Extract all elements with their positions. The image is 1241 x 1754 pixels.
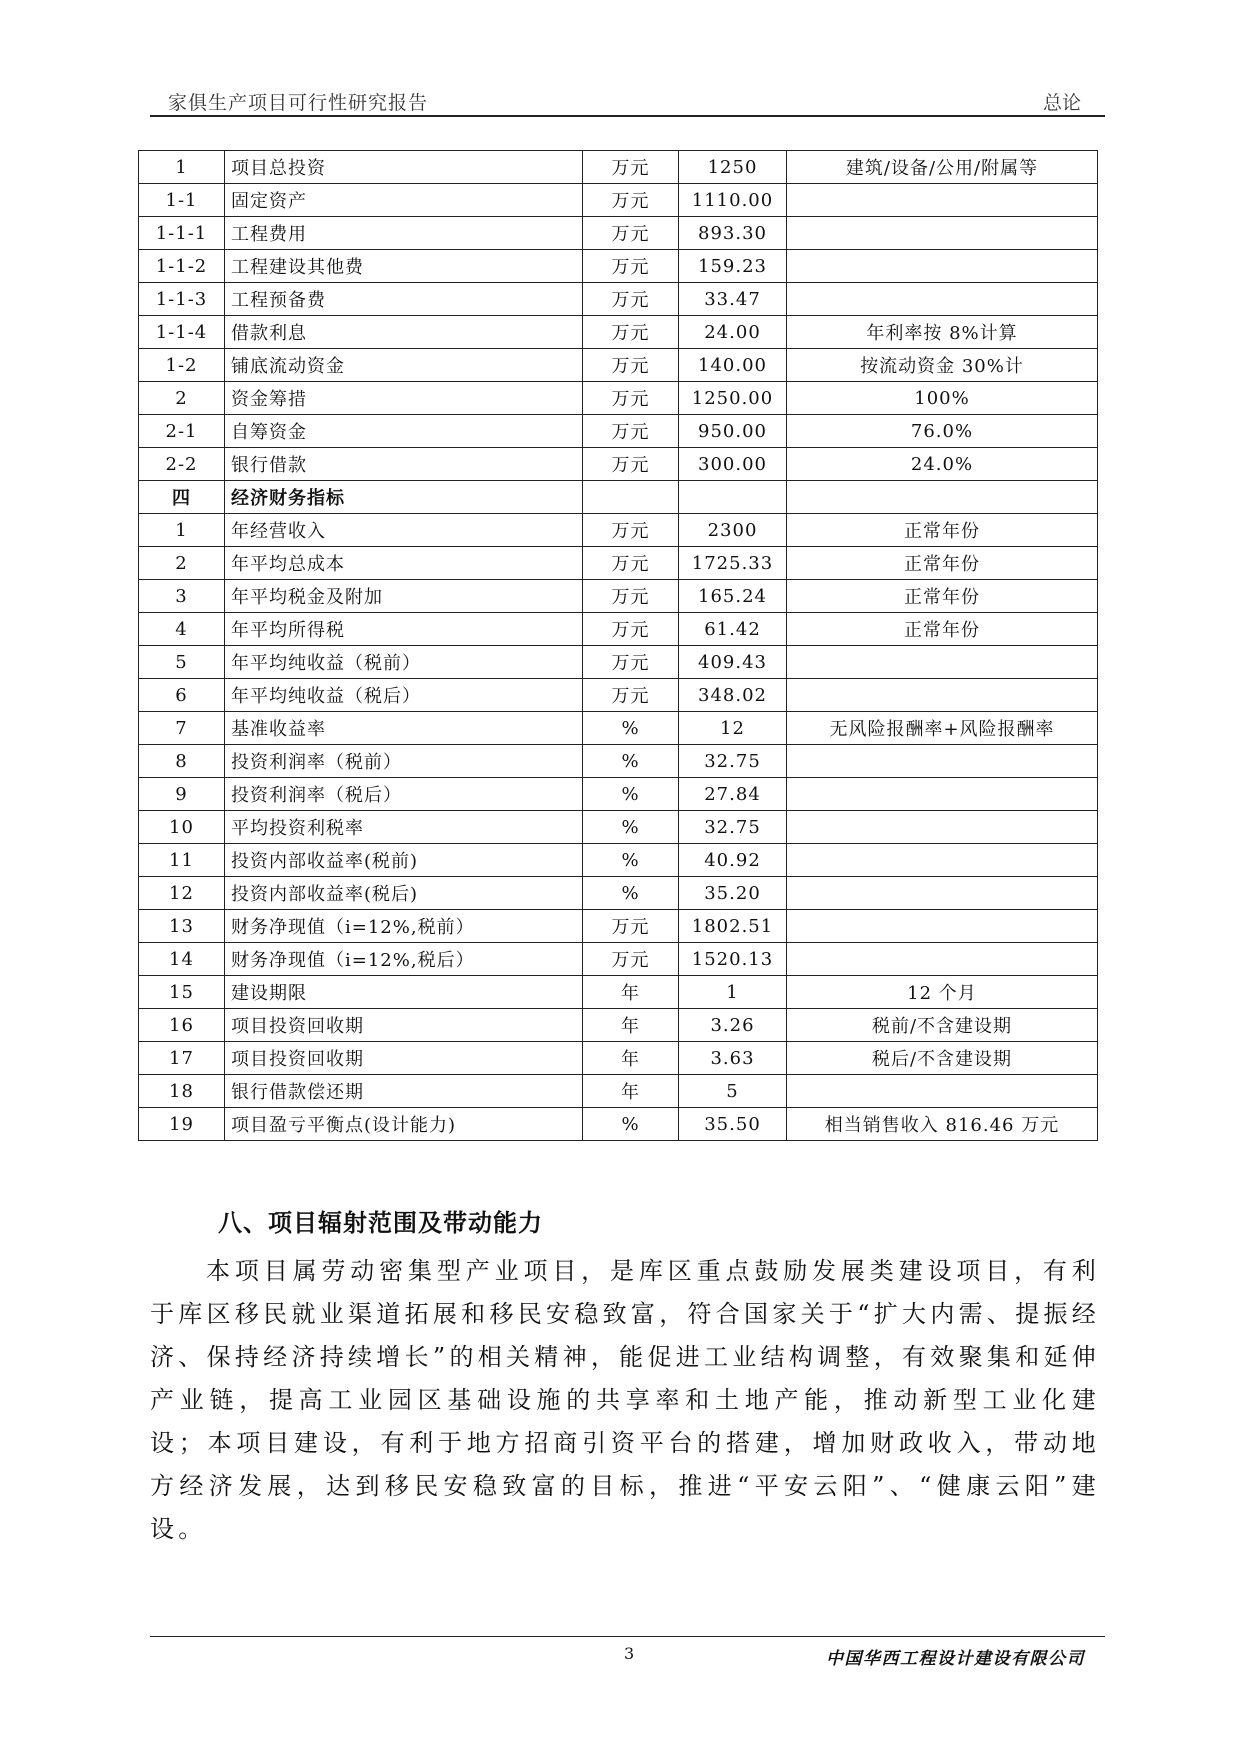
row-unit: 万元 — [583, 580, 679, 613]
table-row — [139, 811, 1098, 844]
row-note: 税前/不含建设期 — [787, 1009, 1098, 1042]
row-unit: 年 — [583, 1009, 679, 1042]
row-unit: 万元 — [583, 217, 679, 250]
table-row — [139, 448, 1098, 481]
row-note — [787, 811, 1098, 844]
row-value: 140.00 — [679, 349, 787, 382]
row-number: 2-1 — [139, 415, 225, 448]
table-row — [139, 1009, 1098, 1042]
table-row — [139, 184, 1098, 217]
row-item-name: 项目盈亏平衡点(设计能力) — [225, 1108, 583, 1141]
row-item-name: 财务净现值（i=12%,税后） — [225, 943, 583, 976]
row-value: 409.43 — [679, 646, 787, 679]
row-item-name: 年平均税金及附加 — [225, 580, 583, 613]
row-unit: 年 — [583, 1042, 679, 1075]
row-note — [787, 1075, 1098, 1108]
row-item-name: 投资内部收益率(税前) — [225, 844, 583, 877]
row-value: 1250.00 — [679, 382, 787, 415]
row-value: 27.84 — [679, 778, 787, 811]
row-unit: 万元 — [583, 646, 679, 679]
row-note — [787, 217, 1098, 250]
row-note: 正常年份 — [787, 613, 1098, 646]
row-unit: 万元 — [583, 316, 679, 349]
row-number: 2 — [139, 547, 225, 580]
table-row — [139, 646, 1098, 679]
row-value: 165.24 — [679, 580, 787, 613]
row-value: 12 — [679, 712, 787, 745]
table-row — [139, 580, 1098, 613]
row-number: 1-1-4 — [139, 316, 225, 349]
row-note — [787, 778, 1098, 811]
row-note: 12 个月 — [787, 976, 1098, 1009]
table-row — [139, 778, 1098, 811]
row-unit — [583, 481, 679, 514]
row-number: 1-1-3 — [139, 283, 225, 316]
row-item-name: 平均投资利税率 — [225, 811, 583, 844]
row-number: 12 — [139, 877, 225, 910]
indicator-table — [138, 150, 1098, 1141]
table-row — [139, 151, 1098, 184]
table-row — [139, 250, 1098, 283]
row-item-name: 财务净现值（i=12%,税前） — [225, 910, 583, 943]
row-note: 建筑/设备/公用/附属等 — [787, 151, 1098, 184]
row-unit: 万元 — [583, 283, 679, 316]
row-item-name: 投资内部收益率(税后) — [225, 877, 583, 910]
row-note: 相当销售收入 816.46 万元 — [787, 1108, 1098, 1141]
table-row — [139, 844, 1098, 877]
row-item-name: 投资利润率（税后） — [225, 778, 583, 811]
row-item-name: 铺底流动资金 — [225, 349, 583, 382]
header-rule — [150, 115, 1105, 117]
row-number: 1-1 — [139, 184, 225, 217]
row-unit: 万元 — [583, 250, 679, 283]
row-item-name: 工程预备费 — [225, 283, 583, 316]
row-note — [787, 910, 1098, 943]
row-note — [787, 943, 1098, 976]
row-number: 四 — [139, 481, 225, 514]
table-row — [139, 1108, 1098, 1141]
row-unit: % — [583, 877, 679, 910]
row-item-name: 年平均总成本 — [225, 547, 583, 580]
row-unit: 万元 — [583, 448, 679, 481]
row-number: 19 — [139, 1108, 225, 1141]
row-item-name: 年平均所得税 — [225, 613, 583, 646]
row-item-name: 固定资产 — [225, 184, 583, 217]
row-note — [787, 745, 1098, 778]
row-number: 2-2 — [139, 448, 225, 481]
row-unit: % — [583, 778, 679, 811]
row-item-name: 年平均纯收益（税后） — [225, 679, 583, 712]
row-note: 76.0% — [787, 415, 1098, 448]
table-row — [139, 349, 1098, 382]
table-row — [139, 547, 1098, 580]
row-value: 35.50 — [679, 1108, 787, 1141]
row-note: 正常年份 — [787, 547, 1098, 580]
table-row — [139, 712, 1098, 745]
row-item-name: 经济财务指标 — [225, 481, 583, 514]
row-number: 14 — [139, 943, 225, 976]
page-number: 3 — [624, 1644, 635, 1663]
row-note: 年利率按 8%计算 — [787, 316, 1098, 349]
table-row — [139, 943, 1098, 976]
row-item-name: 年经营收入 — [225, 514, 583, 547]
row-unit: 年 — [583, 976, 679, 1009]
row-value: 159.23 — [679, 250, 787, 283]
row-value — [679, 481, 787, 514]
row-number: 17 — [139, 1042, 225, 1075]
row-item-name: 银行借款 — [225, 448, 583, 481]
row-unit: 万元 — [583, 382, 679, 415]
row-note — [787, 646, 1098, 679]
row-number: 10 — [139, 811, 225, 844]
table-row — [139, 316, 1098, 349]
row-unit: 万元 — [583, 943, 679, 976]
row-item-name: 项目投资回收期 — [225, 1009, 583, 1042]
row-unit: % — [583, 712, 679, 745]
row-item-name: 投资利润率（税前） — [225, 745, 583, 778]
row-value: 1725.33 — [679, 547, 787, 580]
table-row — [139, 613, 1098, 646]
row-note — [787, 283, 1098, 316]
table-body — [139, 151, 1098, 1141]
table-row — [139, 217, 1098, 250]
row-item-name: 建设期限 — [225, 976, 583, 1009]
row-note — [787, 184, 1098, 217]
row-unit: 万元 — [583, 613, 679, 646]
table-row — [139, 910, 1098, 943]
row-number: 15 — [139, 976, 225, 1009]
footer-rule — [150, 1636, 1105, 1637]
row-note: 24.0% — [787, 448, 1098, 481]
row-number: 1 — [139, 514, 225, 547]
row-item-name: 工程费用 — [225, 217, 583, 250]
row-item-name: 项目总投资 — [225, 151, 583, 184]
row-note: 税后/不含建设期 — [787, 1042, 1098, 1075]
section-paragraph: 本项目属劳动密集型产业项目，是库区重点鼓励发展类建设项目，有利于库区移民就业渠道拓展和移民安稳致富，符合国家关于“扩大内需、提振经济、保持经济持续增长”的相关精神，能促进工业结构调整，有效聚集和延伸产业链，提高工业园区基础设施的共享率和土地产能，推动新型工业化建设；本项目建设，有利于地方招商引资平台的搭建，增加财政收入，带动地方经济发展，达到移民安稳致富的目标，推进“平安云阳”、“健康云阳”建设。 — [150, 1257, 1100, 1543]
row-value: 893.30 — [679, 217, 787, 250]
row-note: 正常年份 — [787, 514, 1098, 547]
row-unit: 万元 — [583, 151, 679, 184]
row-note — [787, 877, 1098, 910]
row-number: 13 — [139, 910, 225, 943]
table-row — [139, 1042, 1098, 1075]
row-value: 1802.51 — [679, 910, 787, 943]
row-number: 4 — [139, 613, 225, 646]
row-unit: 万元 — [583, 415, 679, 448]
row-value: 1 — [679, 976, 787, 1009]
row-value: 35.20 — [679, 877, 787, 910]
page-header-title: 家俱生产项目可行性研究报告 — [168, 92, 429, 114]
row-unit: 万元 — [583, 349, 679, 382]
table-row — [139, 481, 1098, 514]
row-unit: 年 — [583, 1075, 679, 1108]
row-number: 7 — [139, 712, 225, 745]
row-unit: % — [583, 811, 679, 844]
row-item-name: 工程建设其他费 — [225, 250, 583, 283]
row-value: 5 — [679, 1075, 787, 1108]
row-value: 1520.13 — [679, 943, 787, 976]
row-number: 1 — [139, 151, 225, 184]
company-name: 中国华西工程设计建设有限公司 — [826, 1649, 1085, 1669]
row-value: 32.75 — [679, 811, 787, 844]
row-item-name: 自筹资金 — [225, 415, 583, 448]
table-row — [139, 415, 1098, 448]
row-note: 100% — [787, 382, 1098, 415]
row-note — [787, 844, 1098, 877]
table-row — [139, 745, 1098, 778]
row-note: 正常年份 — [787, 580, 1098, 613]
row-unit: 万元 — [583, 514, 679, 547]
row-note — [787, 481, 1098, 514]
table-row — [139, 679, 1098, 712]
row-value: 300.00 — [679, 448, 787, 481]
row-unit: % — [583, 844, 679, 877]
row-item-name: 基准收益率 — [225, 712, 583, 745]
row-number: 18 — [139, 1075, 225, 1108]
table-row — [139, 283, 1098, 316]
row-number: 3 — [139, 580, 225, 613]
row-note — [787, 679, 1098, 712]
row-value: 950.00 — [679, 415, 787, 448]
table-row — [139, 877, 1098, 910]
row-item-name: 项目投资回收期 — [225, 1042, 583, 1075]
row-value: 1110.00 — [679, 184, 787, 217]
row-value: 3.26 — [679, 1009, 787, 1042]
table-row — [139, 976, 1098, 1009]
row-unit: 万元 — [583, 184, 679, 217]
row-note: 无风险报酬率+风险报酬率 — [787, 712, 1098, 745]
row-item-name: 银行借款偿还期 — [225, 1075, 583, 1108]
row-number: 8 — [139, 745, 225, 778]
table-row — [139, 1075, 1098, 1108]
row-unit: % — [583, 745, 679, 778]
row-number: 5 — [139, 646, 225, 679]
row-value: 61.42 — [679, 613, 787, 646]
row-note — [787, 250, 1098, 283]
row-number: 2 — [139, 382, 225, 415]
row-value: 33.47 — [679, 283, 787, 316]
row-unit: % — [583, 1108, 679, 1141]
row-item-name: 年平均纯收益（税前） — [225, 646, 583, 679]
row-number: 16 — [139, 1009, 225, 1042]
row-number: 1-2 — [139, 349, 225, 382]
row-value: 2300 — [679, 514, 787, 547]
row-number: 1-1-1 — [139, 217, 225, 250]
row-number: 11 — [139, 844, 225, 877]
row-value: 3.63 — [679, 1042, 787, 1075]
row-value: 24.00 — [679, 316, 787, 349]
row-note: 按流动资金 30%计 — [787, 349, 1098, 382]
row-number: 1-1-2 — [139, 250, 225, 283]
page-header-chapter: 总论 — [1043, 92, 1082, 114]
row-value: 348.02 — [679, 679, 787, 712]
row-value: 32.75 — [679, 745, 787, 778]
row-unit: 万元 — [583, 547, 679, 580]
row-item-name: 借款利息 — [225, 316, 583, 349]
row-unit: 万元 — [583, 910, 679, 943]
row-value: 40.92 — [679, 844, 787, 877]
section-title: 八、项目辐射范围及带动能力 — [218, 1209, 543, 1237]
table-row — [139, 514, 1098, 547]
table-row — [139, 382, 1098, 415]
row-unit: 万元 — [583, 679, 679, 712]
row-value: 1250 — [679, 151, 787, 184]
row-item-name: 资金筹措 — [225, 382, 583, 415]
row-number: 9 — [139, 778, 225, 811]
row-number: 6 — [139, 679, 225, 712]
